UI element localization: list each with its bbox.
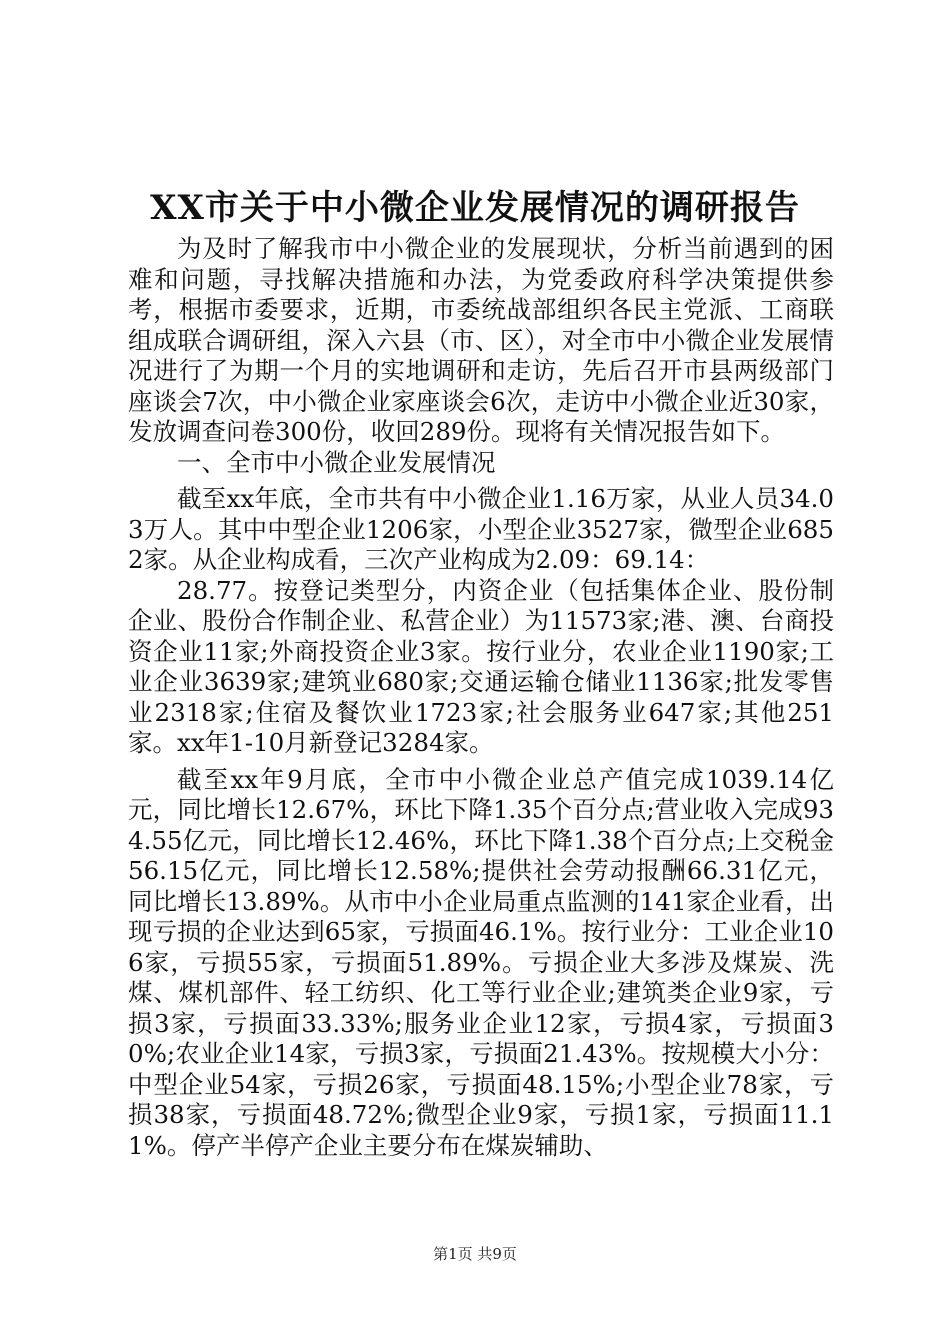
- page-footer: 第1页 共9页: [433, 1245, 517, 1263]
- body-paragraph: 截至xx年底，全市共有中小微企业1.16万家，从业人员34.03万人。其中中型企业1206家，小型企业3527家，微型企业6852家。从企业构成看，三次产业构成为2.09：69.14：: [128, 484, 834, 574]
- document-title: XX市关于中小微企业发展情况的调研报告: [150, 188, 800, 228]
- section-heading: 一、全市中小微企业发展情况: [177, 447, 496, 477]
- body-paragraph: 28.77。按登记类型分，内资企业（包括集体企业、股份制企业、股份合作制企业、私营企业）为11573家;港、澳、台商投资企业11家;外商投资企业3家。按行业分，农业企业1190家;工业企业3639家;建筑业680家;交通运输仓储业1136家;批发零售业2318家;住宿及餐饮业1723家;社会服务业647家;其他251家。xx年1-10月新登记3284家。: [128, 575, 834, 757]
- document-body: [128, 234, 834, 1161]
- body-paragraph: 截至xx年9月底，全市中小微企业总产值完成1039.14亿元，同比增长12.67%，环比下降1.35个百分点;营业收入完成934.55亿元，同比增长12.46%，环比下降1.38个百分点;上交税金56.15亿元，同比增长12.58%;提供社会劳动报酬66.31亿元，同比增长13.89%。从市中小企业局重点监测的141家企业看，出现亏损的企业达到65家，亏损面46.1%。按行业分：工业企业106家，亏损55家，亏损面51.89%。亏损企业大多涉及煤炭、洗煤、煤机部件、轻工纺织、化工等行业企业;建筑类企业9家，亏损3家，亏损面33.33%;服务业企业12家，亏损4家，亏损面30%;农业企业14家，亏损3家，亏损面21.43%。按规模大小分：中型企业54家，亏损26家，亏损面48.15%;小型企业78家，亏损38家，亏损面48.72%;微型企业9家，亏损1家，亏损面11.11%。停产半停产企业主要分布在煤炭辅助、: [128, 764, 834, 1160]
- intro-paragraph: 为及时了解我市中小微企业的发展现状，分析当前遇到的困难和问题，寻找解决措施和办法，为党委政府科学决策提供参考，根据市委要求，近期，市委统战部组织各民主党派、工商联组成联合调研组，深入六县（市、区），对全市中小微企业发展情况进行了为期一个月的实地调研和走访，先后召开市县两级部门座谈会7次，中小微企业家座谈会6次，走访中小微企业近30家，发放调查问卷300份，收回289份。现将有关情况报告如下。: [128, 234, 834, 446]
